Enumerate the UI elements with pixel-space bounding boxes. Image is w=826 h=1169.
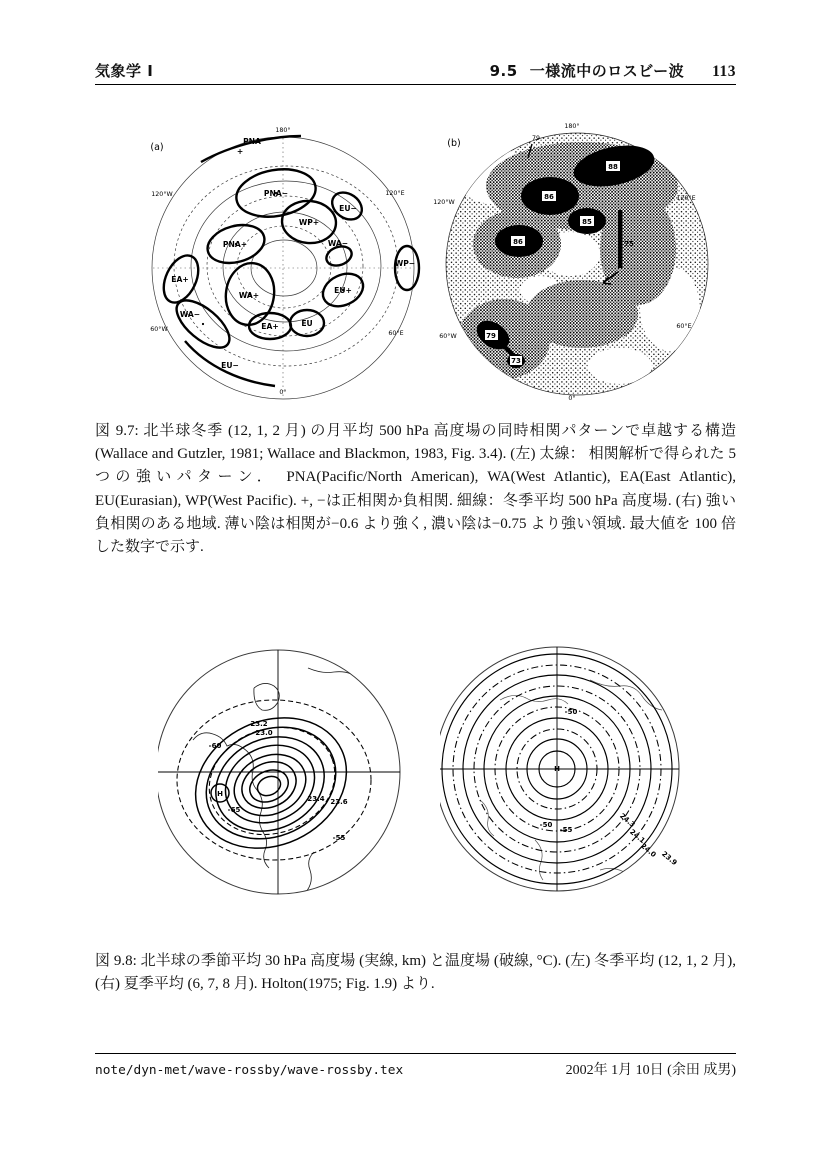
height-label: 23.6: [330, 798, 348, 806]
height-label: 24.1: [628, 827, 647, 846]
blob-value: 85: [582, 218, 592, 226]
temp-label: -65: [227, 806, 241, 814]
blob-value: 86: [544, 193, 554, 201]
map-label: WA−: [179, 310, 201, 319]
map-label: WA−: [327, 239, 349, 248]
map-label: EU−: [221, 361, 239, 370]
temp-label: -55: [332, 834, 346, 842]
map-label: PNA: [243, 137, 261, 146]
header-rule: [95, 84, 736, 85]
edge-label: 120°W: [151, 191, 173, 198]
edge-label: 180°: [275, 127, 291, 134]
figure-97-panel-a: [133, 116, 423, 408]
panel-b-tag: (b): [447, 138, 461, 149]
height-label: 23.9: [660, 849, 679, 868]
height-label: 23.4: [307, 795, 325, 803]
page-footer: [95, 1059, 736, 1079]
panel-a-tag: (a): [150, 142, 164, 153]
map-panel-a: [133, 116, 423, 408]
page-header: [95, 60, 736, 81]
temp-label: -60: [208, 742, 222, 750]
map-label: PNA−: [263, 189, 289, 198]
figure-97-panel-b: [432, 114, 722, 406]
high-label: H: [217, 790, 223, 798]
temp-label: -55: [559, 826, 573, 834]
figure-98-summer: [440, 640, 705, 905]
edge-label: 0°: [568, 395, 576, 402]
footer-rule: [95, 1053, 736, 1054]
edge-label: 60°E: [388, 330, 404, 337]
map-summer: [440, 640, 705, 905]
figure-98-winter: [158, 640, 423, 905]
map-label: WP−: [394, 259, 416, 268]
blob-value: 73: [511, 357, 521, 365]
footer-date: 2002年 1月 10日 (余田 成男): [565, 1063, 736, 1078]
map-label: +: [236, 147, 244, 156]
high-label: H: [554, 765, 560, 773]
edge-label: 180°: [564, 123, 580, 130]
section-number: 9.5: [489, 62, 518, 80]
map-label: EA+: [261, 322, 279, 331]
footer-file-path: note/dyn-met/wave-rossby/wave-rossby.tex: [95, 1063, 404, 1078]
page-number: 113: [712, 63, 736, 80]
edge-label: 60°E: [676, 323, 692, 330]
figure-98-caption: 図 9.8: 北半球の季節平均 30 hPa 高度場 (実線, km) と温度場 (破線, °C). (左) 冬季平均 (12, 1, 2 月), (右) 夏季平均 (6, 7, 8 月). Holton(1975; Fig. 1.9) より.: [95, 953, 736, 993]
temp-label: -50: [564, 708, 578, 716]
edge-label: 120°E: [385, 190, 405, 197]
edge-label: 120°W: [433, 199, 455, 206]
map-label: EU: [301, 319, 313, 328]
map-label: PNA+: [222, 240, 248, 249]
blob-value: 79: [486, 332, 496, 340]
map-label: WP+: [298, 218, 320, 227]
height-label: 24.0: [639, 841, 658, 860]
map-winter: [158, 640, 423, 905]
height-label: 23.2: [250, 720, 268, 728]
height-label: 24.3: [618, 811, 637, 830]
map-panel-b: [432, 114, 722, 406]
edge-label: 0°: [279, 389, 287, 396]
map-label: WA+: [238, 291, 260, 300]
top-marker-value: 79: [531, 135, 541, 142]
edge-label: 60°W: [150, 326, 168, 333]
temp-label: -50: [539, 821, 553, 829]
map-label: EA+: [171, 275, 189, 284]
map-label: EU+: [334, 286, 352, 295]
blob-value: 86: [513, 238, 523, 246]
blob-value: 88: [608, 163, 618, 171]
section-title: 一様流中のロスビー波: [529, 62, 685, 80]
figure-97-caption: 図 9.7: 北半球冬季 (12, 1, 2 月) の月平均 500 hPa 高度場の同時相関パターンで卓越する構造 (Wallace and Gutzler, 1981; Wallace and Blackmon, 1983, Fig. 3.4). (左) 太線： 相関解析で得られた 5 つの強いパターン． PNA(Pacific/North American), WA(West Atlantic), EA(East Atlantic), EU(Eurasian), WP(West Pacific). +, −は正相関か負相関. 細線：冬季平均 500 hPa 高度場. (右) 強い負相関のある地域. 薄い陰は相関が−0.6 より強く, 濃い陰は−0.75 より強い領域. 最大値を 100 倍した数字で示す.: [95, 423, 736, 556]
height-label: 23.0: [255, 729, 273, 737]
course-title: 気象学 I: [95, 62, 154, 80]
edge-label: 60°W: [439, 333, 457, 340]
section-ref: [490, 60, 736, 81]
bar-value: 75: [624, 240, 634, 248]
edge-label: 120°E: [676, 195, 696, 202]
map-label: EU−: [339, 204, 357, 213]
